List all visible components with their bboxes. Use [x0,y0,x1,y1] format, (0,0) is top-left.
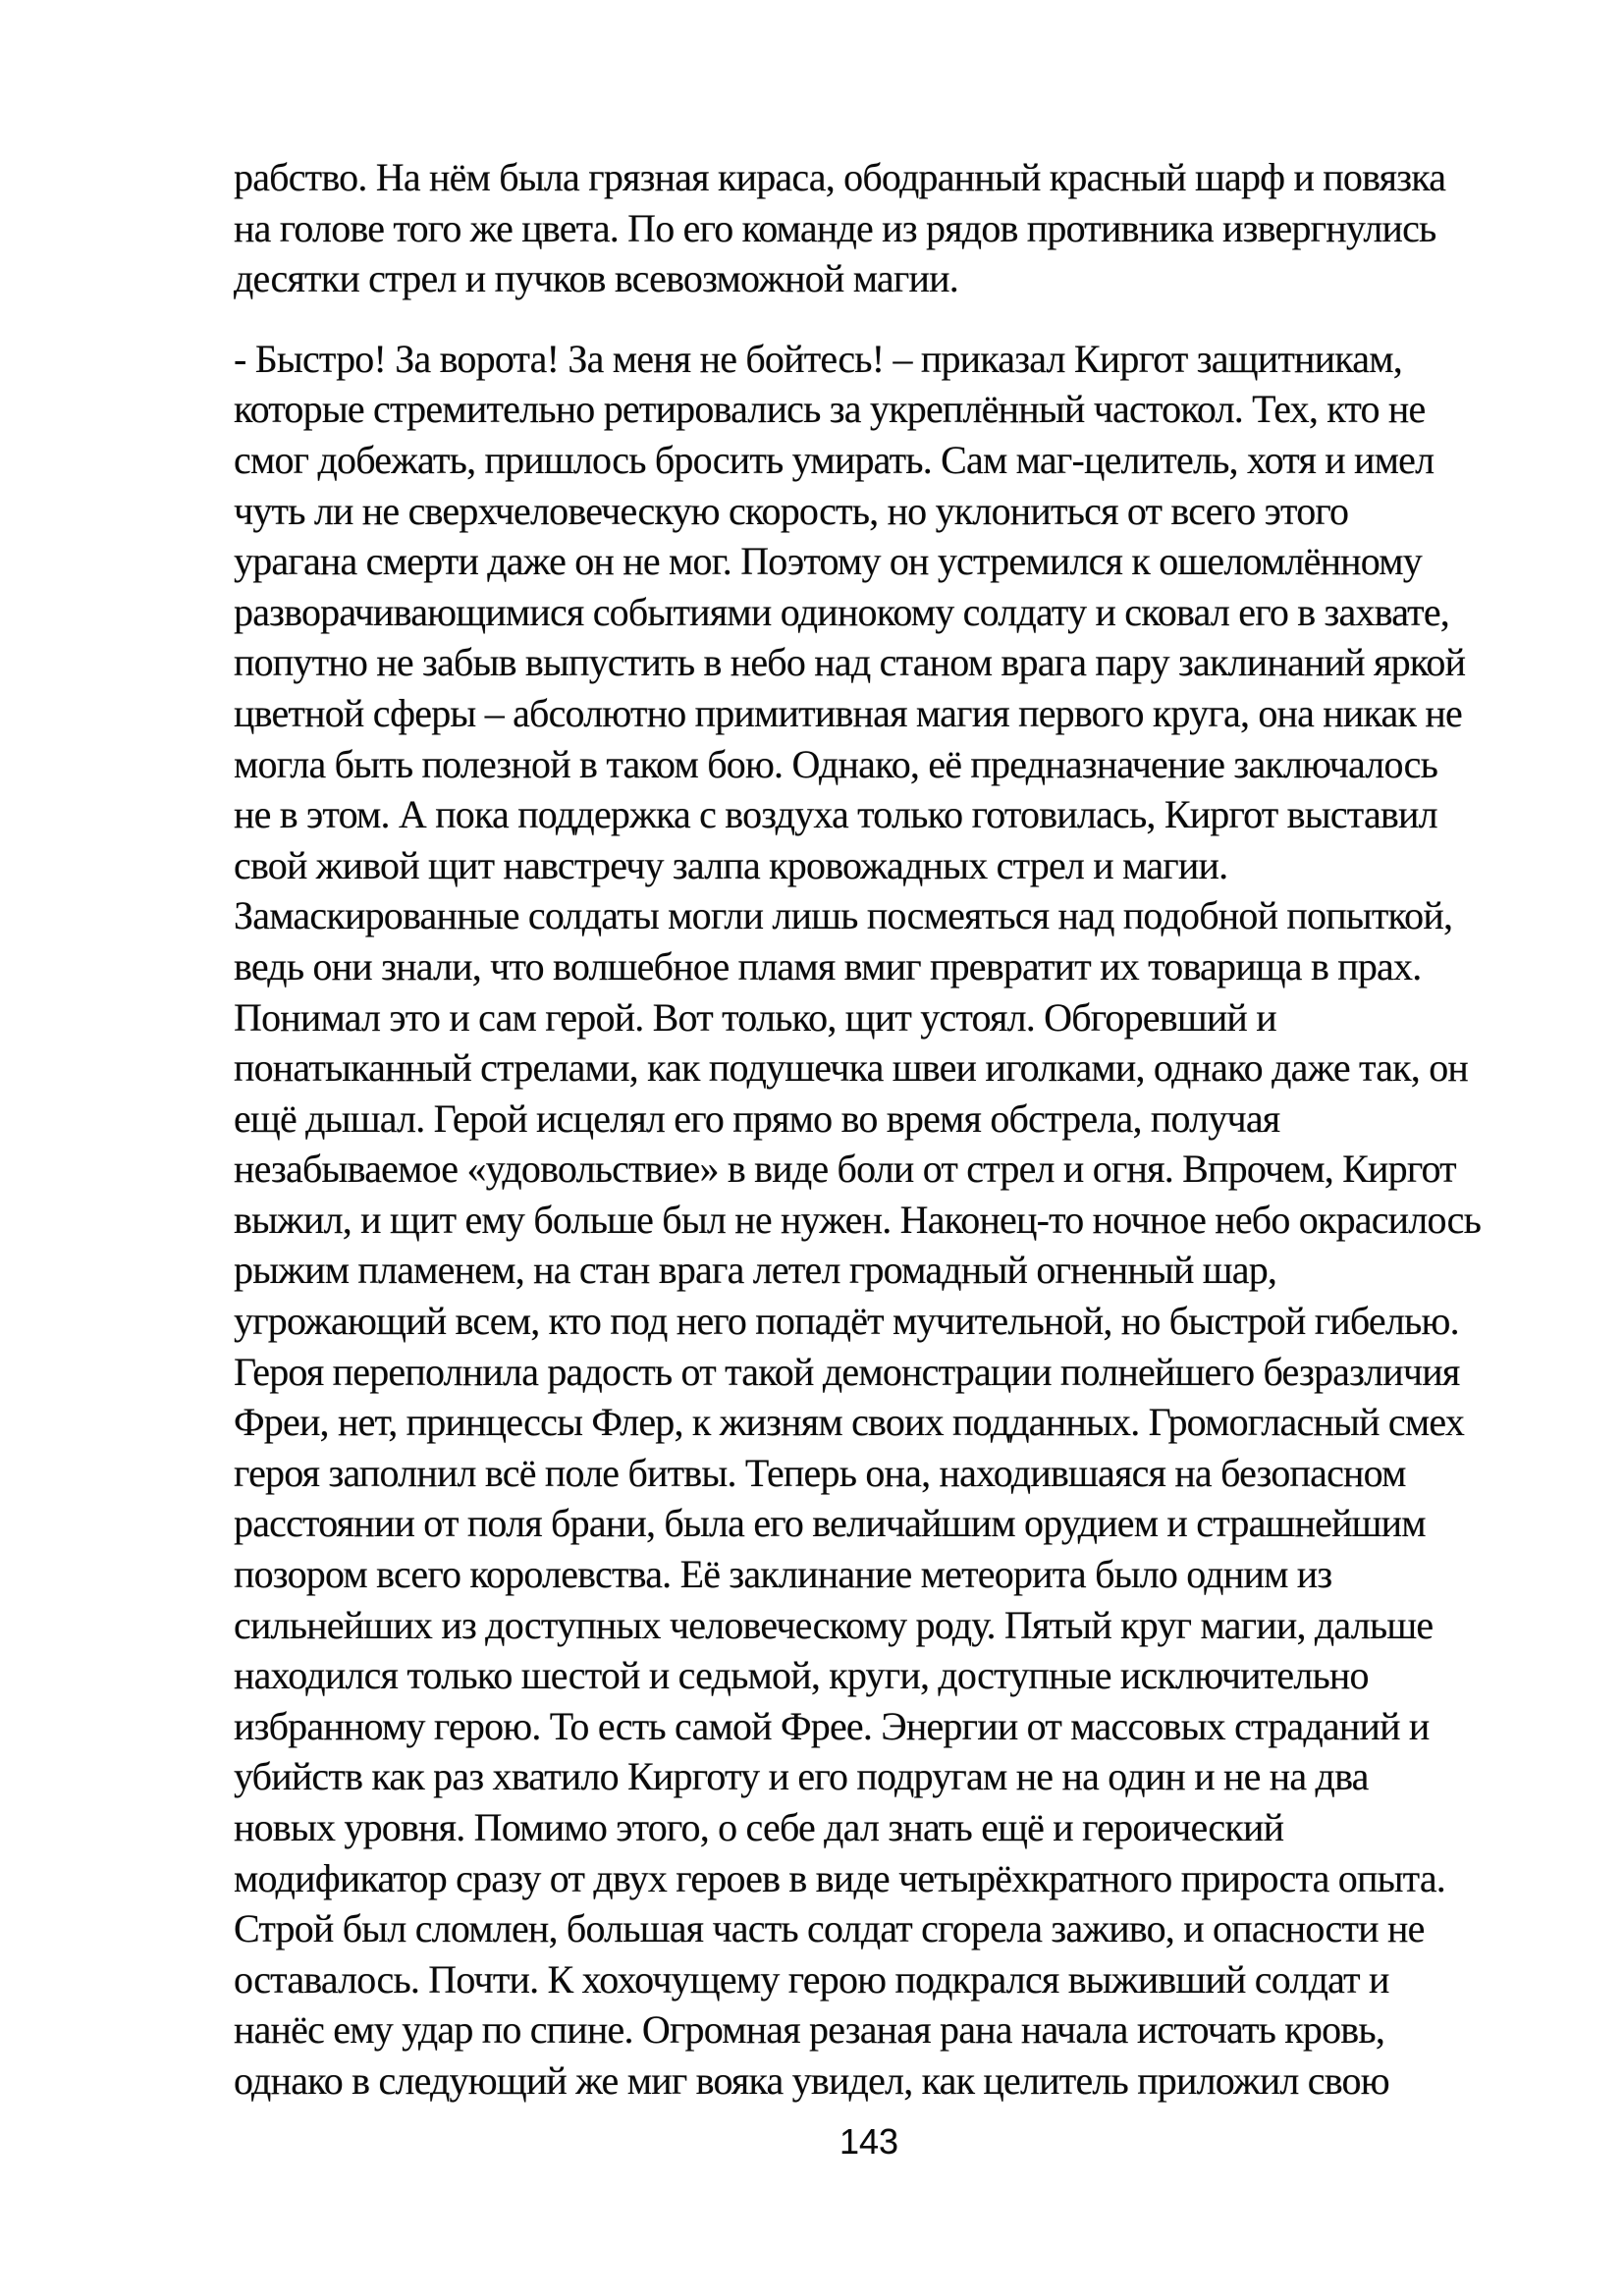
page-number: 143 [839,2121,899,2162]
text-line: находился только шестой и седьмой, круги, доступные исключительно [234,1653,1369,1698]
text-line: понатыканный стрелами, как подушечка швеи иголками, однако даже так, он [234,1045,1469,1091]
text-line: смог добежать, пришлось бросить умирать. Сам маг-целитель, хотя и имел [234,437,1435,482]
text-line: попутно не забыв выпустить в небо над станом врага пару заклинаний яркой [234,640,1466,685]
text-line: выжил, и щит ему больше был не нужен. Наконец-то ночное небо окрасилось [234,1197,1482,1242]
text-line: рыжим пламенем, на стан врага летел громадный огненный шар, [234,1248,1277,1293]
text-line: модификатор сразу от двух героев в виде четырёхкратного прироста опыта. [234,1855,1446,1900]
text-line: свой живой щит навстречу залпа кровожадных стрел и магии. [234,842,1228,887]
text-line: цветной сферы – абсолютно примитивная магия первого круга, она никак не [234,690,1462,735]
text-line: Замаскированные солдаты могли лишь посмеяться над подобной попыткой, [234,893,1453,938]
text-line: Фреи, нет, принцессы Флер, к жизням своих подданных. Громогласный смех [234,1400,1465,1445]
text-line: угрожающий всем, кто под него попадёт мучительной, но быстрой гибелью. [234,1299,1459,1344]
text-line: десятки стрел и пучков всевозможной магии. [234,256,958,301]
paragraph [234,334,1589,2107]
text-line: Героя переполнила радость от такой демонстрации полнейшего безразличия [234,1349,1460,1394]
text-line: расстоянии от поля брани, была его величайшим орудием и страшнейшим [234,1501,1426,1546]
text-line: избранному герою. То есть самой Фрее. Энергии от массовых страданий и [234,1703,1430,1748]
text-line: которые стремительно ретировались за укреплённый частокол. Тех, кто не [234,387,1426,432]
text-line: на голове того же цвета. По его команде из рядов противника извергнулись [234,205,1436,250]
text-line: оставалось. Почти. К хохочущему герою подкрался выживший солдат и [234,1956,1389,2002]
text-line: - Быстро! За ворота! За меня не бойтесь! – приказал Киргот защитникам, [234,336,1402,381]
text-line: позором всего королевства. Её заклинание метеорита было одним из [234,1552,1332,1597]
text-line: однако в следующий же миг вояка увидел, как целитель приложил свою [234,2057,1389,2103]
text-line: не в этом. А пока поддержка с воздуха только готовилась, Киргот выставил [234,792,1437,837]
text-line: убийств как раз хватило Кирготу и его подругам не на один и не на два [234,1754,1369,1799]
text-line: урагана смерти даже он не мог. Поэтому он устремился к ошеломлённому [234,539,1422,584]
body-text [234,152,1589,2107]
text-line: разворачивающимися событиями одинокому солдату и сковал его в захвате, [234,589,1449,634]
text-line: Понимал это и сам герой. Вот только, щит устоял. Обгоревший и [234,994,1276,1040]
text-line: Строй был сломлен, большая часть солдат сгорела заживо, и опасности не [234,1906,1425,1951]
text-line: новых уровня. Помимо этого, о себе дал знать ещё и героический [234,1805,1284,1849]
text-line: героя заполнил всё поле битвы. Теперь она, находившаяся на безопасном [234,1450,1406,1495]
text-line: нанёс ему удар по спине. Огромная резаная рана начала источать кровь, [234,2007,1385,2053]
paragraph [234,152,1589,304]
text-line: ведь они знали, что волшебное пламя вмиг превратит их товарища в прах. [234,943,1422,988]
text-line: сильнейших из доступных человеческому роду. Пятый круг магии, дальше [234,1602,1434,1647]
text-line: чуть ли не сверхчеловеческую скорость, но уклониться от всего этого [234,488,1349,533]
text-line: рабство. На нём была грязная кираса, ободранный красный шарф и повязка [234,155,1446,199]
text-line: могла быть полезной в таком бою. Однако, её предназначение заключалось [234,741,1438,786]
text-line: незабываемое «удовольствие» в виде боли от стрел и огня. Впрочем, Киргот [234,1147,1456,1192]
text-line: ещё дышал. Герой исцелял его прямо во время обстрела, получая [234,1095,1280,1141]
